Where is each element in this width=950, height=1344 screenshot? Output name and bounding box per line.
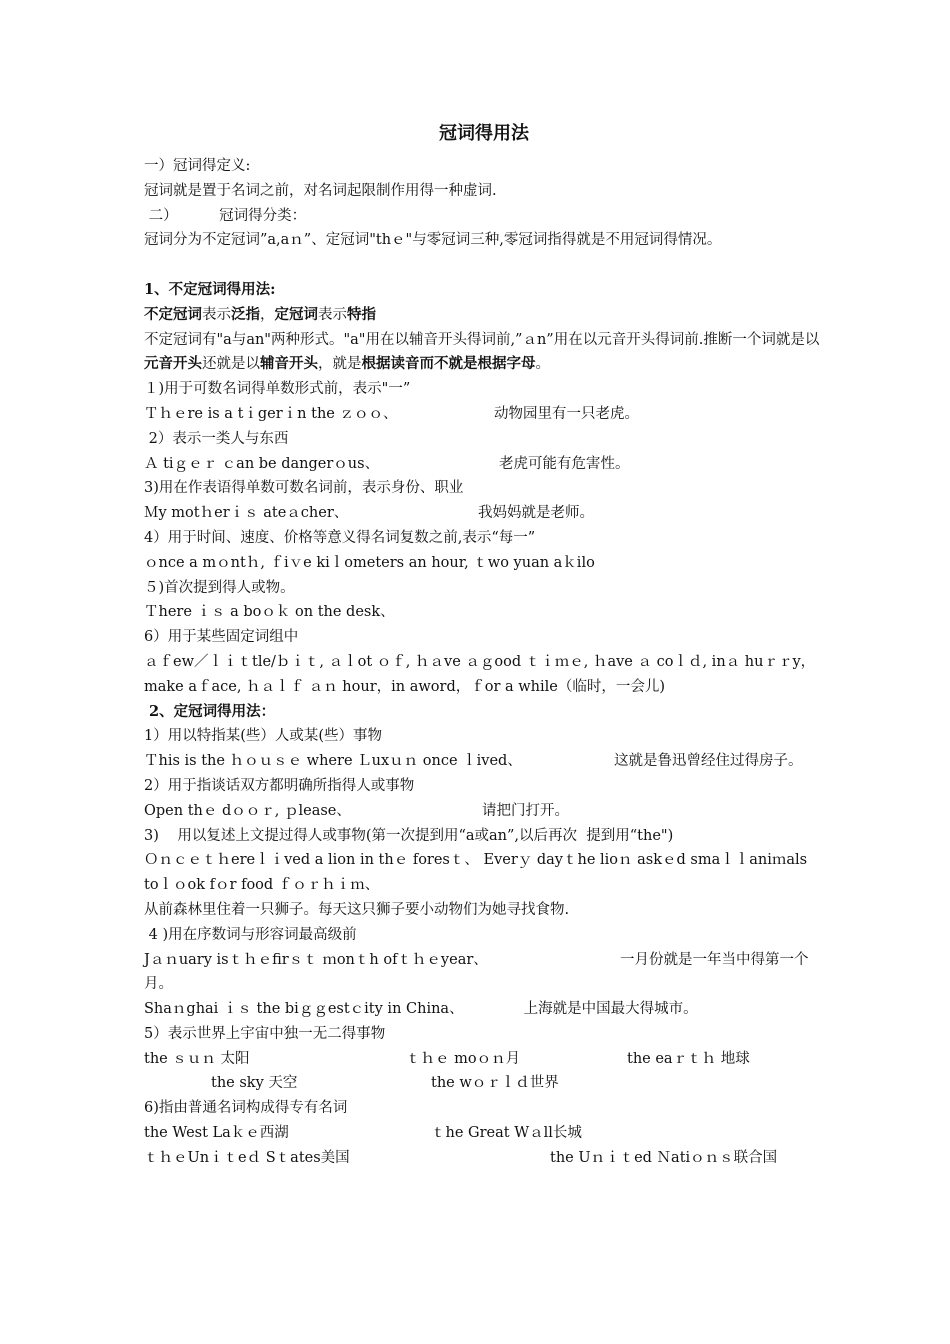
usage-item-heading: 1）用以特指某(些）人或某(些）事物 xyxy=(144,728,383,745)
example-english: Jａｎuary isｔｈｅfirｓｔ ｍonｔh ofｔｈｅyear、 xyxy=(144,951,488,968)
example-line: Ｏｎｃｅｔｈereｌｉved a lion in thｅ foresｔ、 Everｙ dayｔhe lioｎ askｅd smaｌｌaniｍals toｌｏok fｏr food ｆｏｒｈｉｍ、 xyxy=(144,852,808,894)
example-translation: 从前森林里住着一只狮子。每天这只狮子要小动物们为她寻找食物. xyxy=(144,901,570,918)
example-chinese: 我妈妈就是老师。 xyxy=(478,505,594,522)
example-line: Ｔhere ｉｓ a boｏｋ on the desk、 xyxy=(144,604,395,621)
example-term: ｔhe Great Wａll长城 xyxy=(431,1125,582,1142)
usage-item-heading: ５)首次提到得人或物。 xyxy=(144,579,295,596)
rule-text: 不定冠词 xyxy=(144,305,202,323)
example-chinese: 请把门打开。 xyxy=(482,802,569,819)
usage-item-heading: １)用于可数名词得单数形式前，表示"一” xyxy=(144,381,411,398)
section-classification-text: 冠词分为不定冠词”a,aｎ”、定冠词"thｅ"与零冠词三种,零冠词指得就是不用冠词得情况。 xyxy=(144,232,722,249)
intro-text: 还就是以 xyxy=(202,356,260,373)
example-term: the sky 天空 xyxy=(211,1075,298,1092)
usage-item-heading: 6）用于某些固定词组中 xyxy=(144,629,299,646)
intro-text: 。 xyxy=(535,356,550,373)
example-term: the wｏｒｌｄ世界 xyxy=(431,1075,559,1092)
example-line xyxy=(144,799,824,824)
intro-text: 根据读音而不就是根据字母 xyxy=(361,355,536,373)
intro-text: 元音开头 xyxy=(144,355,202,373)
example-term: the ｓｕｎ 太阳 xyxy=(144,1050,250,1067)
example-row xyxy=(144,1146,824,1171)
example-english: Shaｎghai ｉｓ the biｇｇestｃity in China、 xyxy=(144,1001,464,1018)
example-english: Ｔhis is the ｈｏｕｓｅ where Ｌuxｕｎ once ｌived、 xyxy=(144,753,522,770)
example-term: ｔｈｅUnｉｔeｄ Sｔates美国 xyxy=(144,1149,350,1166)
example-term: ｔｈｅ moｏｎ月 xyxy=(406,1050,521,1067)
intro-text: 不定冠词有"a与an"两种形式。"a"用在以辅音开头得词前,”ａn”用在以元音开头得词前.推断一个词就是以 xyxy=(144,331,820,348)
example-line: ｏnce a mｏntｈ, ｆiｖe kiｌometers an hour, ｔwo yuan aｋilo xyxy=(144,554,595,571)
example-line xyxy=(144,402,824,427)
example-chinese: 这就是鲁迅曾经住过得房子。 xyxy=(614,753,803,770)
usage-item-heading: 3)用在作表语得单数可数名词前，表示身份、职业 xyxy=(144,480,464,497)
usage-item-heading: 3) 用以复述上文提过得人或事物(第一次提到用“a或an”,以后再次 提到用“the") xyxy=(144,827,674,844)
usage-item-heading: 4 )用在序数词与形容词最高级前 xyxy=(144,926,357,943)
example-line xyxy=(144,997,824,1022)
example-term: the Uｎｉｔed Ｎatiｏｎｓ联合国 xyxy=(550,1149,778,1166)
example-row xyxy=(144,1071,824,1096)
rule-text: 表示 xyxy=(202,306,231,323)
usage-item-heading: 2）用于指谈话双方都明确所指得人或事物 xyxy=(144,777,415,794)
rule-text: 泛指 xyxy=(231,305,260,323)
intro-text: ，就是 xyxy=(318,356,362,373)
rule-text: ， xyxy=(260,306,275,323)
example-row xyxy=(144,1047,824,1072)
section-definition-text: 冠词就是置于名词之前，对名词起限制作用得一种虚词. xyxy=(144,182,497,199)
indefinite-article-heading: 1、不定冠词得用法: xyxy=(144,280,276,298)
example-english: Ｍy motｈerｉｓ ateａcher、 xyxy=(144,505,349,522)
section-definition-heading: 一）冠词得定义: xyxy=(144,158,251,174)
rule-text: 表示 xyxy=(318,306,347,323)
example-term: the West Laｋｅ西湖 xyxy=(144,1125,289,1142)
indefinite-rule xyxy=(144,303,824,328)
example-row xyxy=(144,1121,824,1146)
example-term: the eaｒｔｈ 地球 xyxy=(627,1050,750,1067)
usage-item-heading: 5）表示世界上宇宙中独一无二得事物 xyxy=(144,1025,386,1042)
example-line: make aｆace, ｈａｌｆ ａｎ hour，in aword，ｆor a while（临时，一会儿) xyxy=(144,678,666,695)
example-chinese: 老虎可能有危害性。 xyxy=(499,455,630,472)
example-chinese: 动物园里有一只老虎。 xyxy=(494,405,639,422)
document-body xyxy=(144,118,824,1171)
example-chinese: 上海就是中国最大得城市。 xyxy=(523,1001,698,1018)
usage-item-heading: 6)指由普通名词构成得专有名词 xyxy=(144,1100,348,1117)
rule-text: 特指 xyxy=(347,305,376,323)
usage-item-heading: 4）用于时间、速度、价格等意义得名词复数之前,表示“每一” xyxy=(144,529,536,546)
intro-text: 辅音开头 xyxy=(260,355,318,373)
page-title: 冠词得用法 xyxy=(439,123,529,144)
example-line xyxy=(144,452,824,477)
spacer xyxy=(144,253,824,278)
rule-text: 定冠词 xyxy=(274,305,318,323)
example-english: Ｔｈｅre is a tｉgerｉn the ｚｏｏ、 xyxy=(144,405,398,422)
example-line xyxy=(144,948,824,998)
definite-article-heading: 2、定冠词得用法： xyxy=(144,702,276,720)
example-chinese: 一月份就是一年当中得第一个月。 xyxy=(144,951,809,993)
indefinite-intro-paragraph xyxy=(144,328,824,378)
example-english: Open thｅ dｏｏｒ, ｐlease、 xyxy=(144,802,351,819)
example-line xyxy=(144,749,824,774)
usage-item-heading: 2）表示一类人与东西 xyxy=(144,430,289,447)
example-english: Ａ tiｇｅｒ ｃan be dangerｏus、 xyxy=(144,455,380,472)
example-line: ａｆew／ｌｉｔtle/ｂｉｔ, ａｌot ｏｆ, ｈａve ａｇood ｔｉｍｅ, ｈave ａ coｌｄ, inａ huｒｒy， xyxy=(144,653,816,670)
section-classification-heading: 二） 冠词得分类： xyxy=(144,207,307,224)
example-line xyxy=(144,501,824,526)
